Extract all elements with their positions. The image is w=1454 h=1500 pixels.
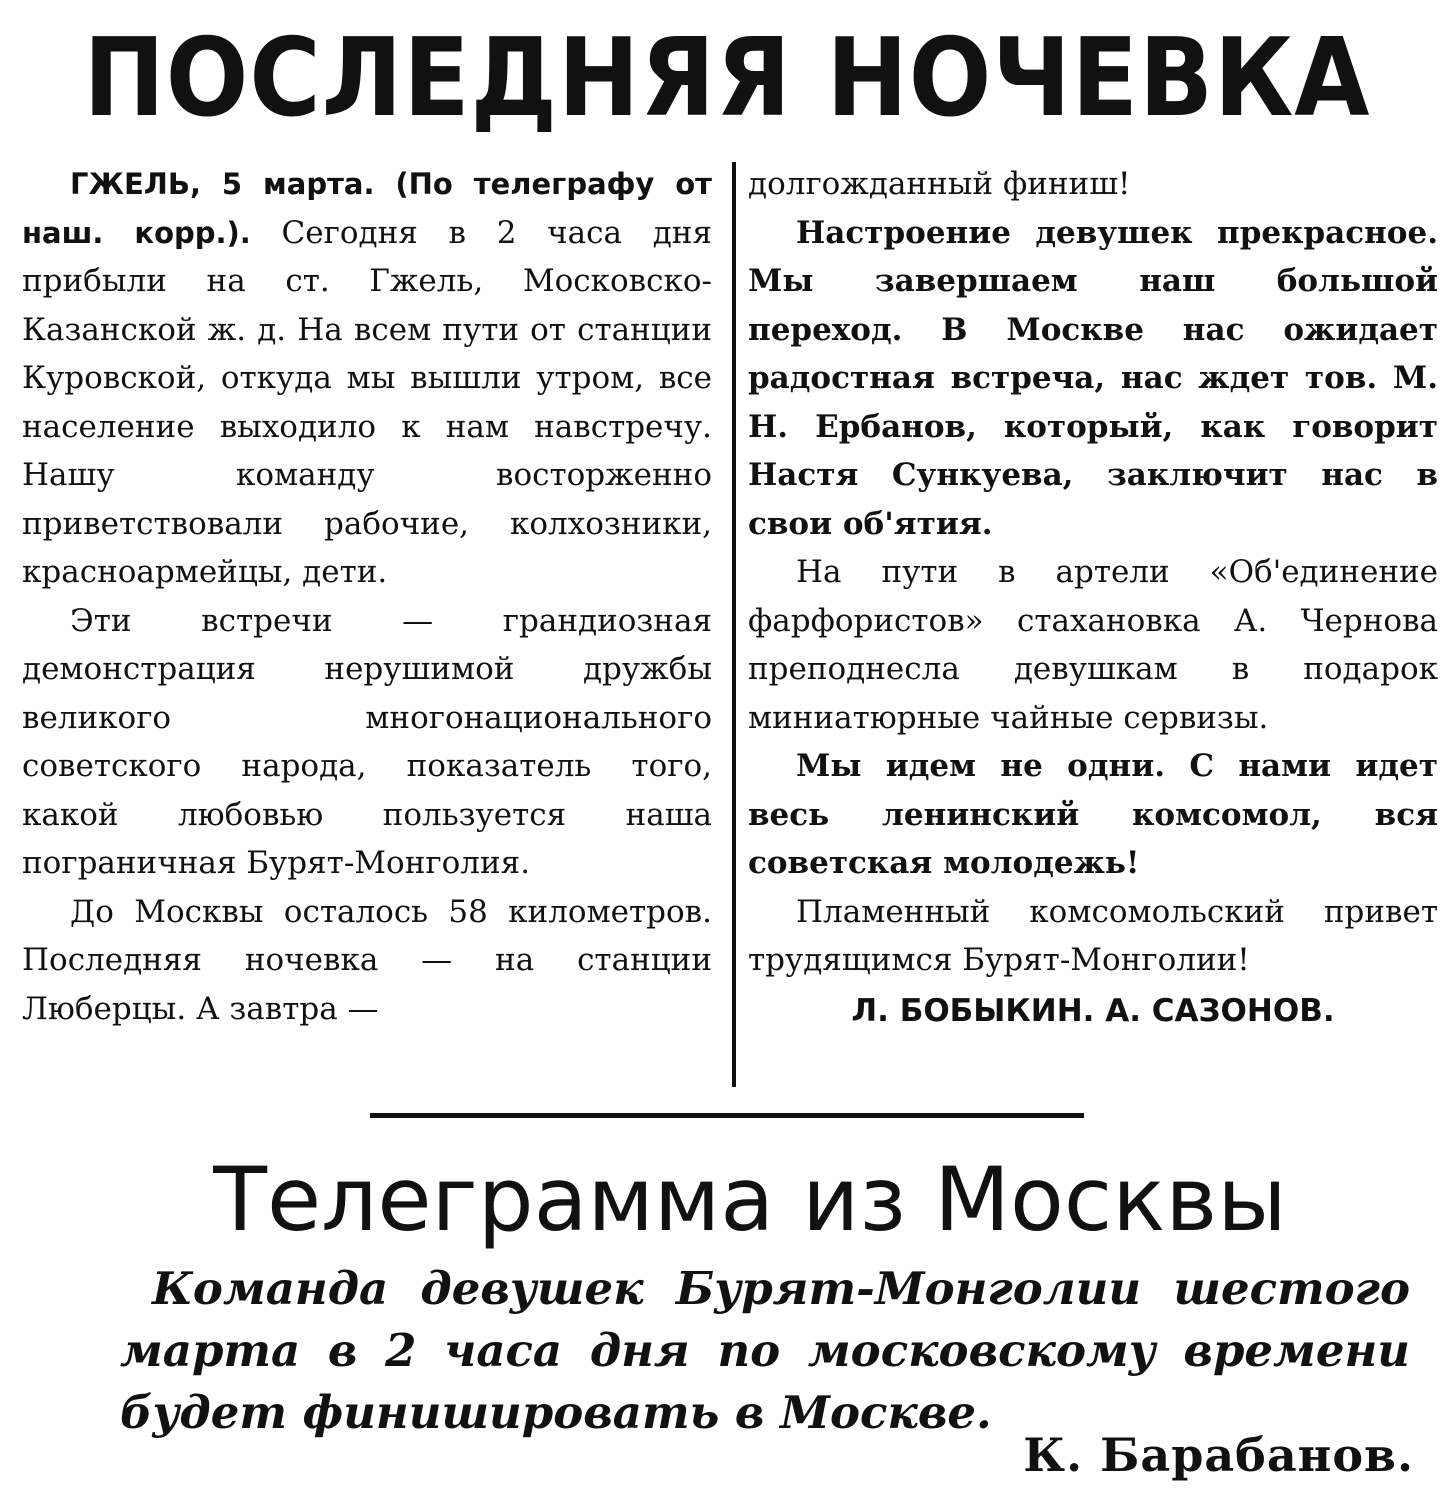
article-paragraph: Настроение девушек прекрасное. Мы завершаем наш большой переход. В Москве нас ожидает радостная встреча, нас ждет тов. М. Н. Ербанов, который, как говорит Настя Сункуева, заключит нас в свои об'ятия.: [748, 214, 1438, 542]
telegram-signature: К. Барабанов.: [1023, 1428, 1414, 1482]
article-right-column: [748, 160, 1438, 1035]
article-paragraph-text: Сегодня в 2 часа дня прибыли на ст. Гжель, Московско-Казанской ж. д. На всем пути от станции Куровской, откуда мы вышли утром, все население выходило к нам навстречу. Нашу команду восторженно приветствовали рабочие, колхозники, красноармейцы, дети.: [22, 214, 712, 590]
article-headline: ПОСЛЕДНЯЯ НОЧЕВКА: [83, 16, 1371, 141]
article-paragraph: Пламенный комсомольский привет трудящимся Бурят-Монголии!: [748, 893, 1438, 978]
article-signatures: Л. БОБЫКИН. А. САЗОНОВ.: [851, 992, 1335, 1029]
article-paragraph: Эти встречи — грандиозная демонстрация нерушимой дружбы великого многонационального советского народа, показатель того, какой любовью пользуется наша пограничная Бурят-Монголия.: [22, 602, 712, 881]
article-dateline: ГЖЕЛЬ, 5 марта. (По телеграфу от наш. корр.).: [22, 167, 712, 250]
article-left-column: [22, 160, 712, 1033]
telegram-headline: Телеграмма из Москвы: [213, 1148, 1287, 1251]
telegram-body: [120, 1258, 1410, 1444]
article-paragraph: [22, 160, 712, 597]
section-divider-rule: [370, 1113, 1084, 1118]
article-paragraph: До Москвы осталось 58 километров. Последняя ночевка — на станции Люберцы. А завтра —: [22, 893, 712, 1027]
article-paragraph: Мы идем не одни. С нами идет весь ленинский комсомол, вся советская молодежь!: [748, 748, 1438, 881]
telegram-text: Команда девушек Бурят-Монголии шестого марта в 2 часа дня по московскому времени будет финишировать в Москве.: [120, 1262, 1410, 1439]
article-paragraph: долгожданный финиш!: [748, 166, 1131, 202]
article-paragraph: На пути в артели «Об'единение фарфористов» стахановка А. Чернова преподнесла девушкам в подарок миниатюрные чайные сервизы.: [748, 554, 1438, 736]
column-divider: [732, 162, 736, 1087]
